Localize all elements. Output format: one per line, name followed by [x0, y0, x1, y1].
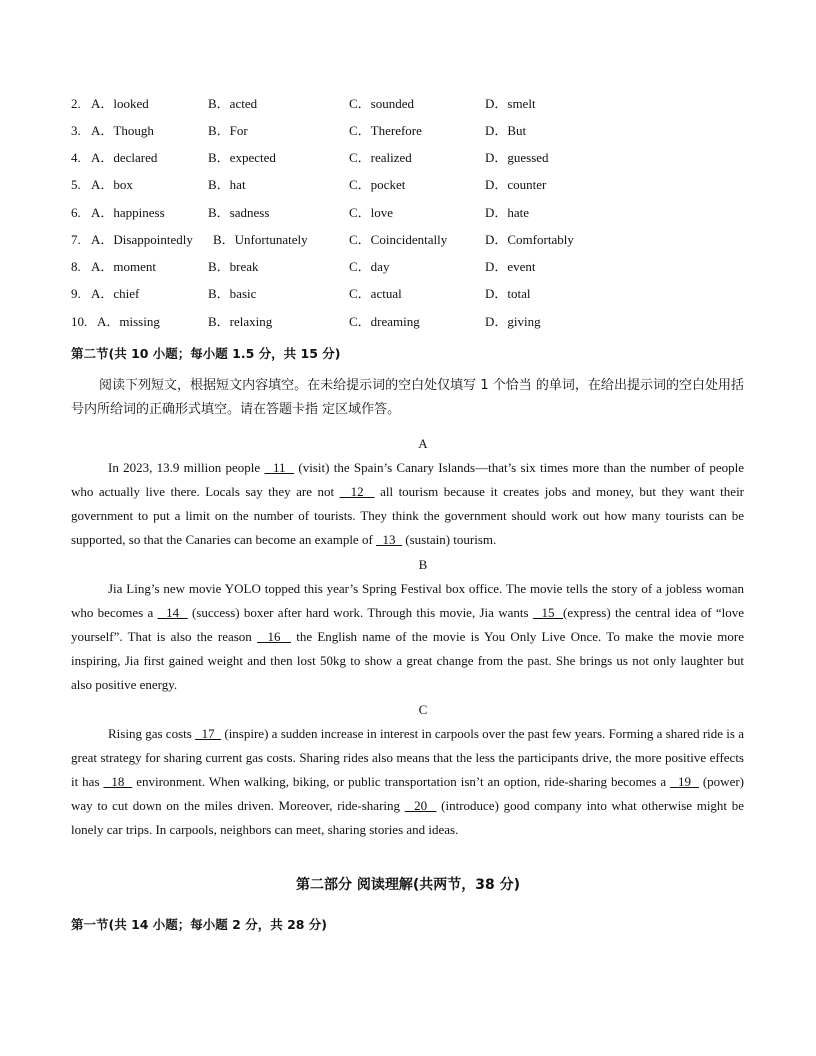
blank-17: 17	[195, 726, 222, 741]
passage-text: (inspire) a sudden increase in interest in carpools over the past few years. Forming a shared ride is a great strategy for sharing current gas costs. Sharing rides also means that the less the participants drive, the more positive effects it has	[71, 726, 744, 789]
option-b: B．hat	[208, 177, 246, 192]
passage-c	[71, 722, 744, 842]
blank-15: 15	[532, 605, 564, 620]
option-a: A．looked	[91, 96, 149, 111]
option-c: C．actual	[349, 286, 402, 301]
option-b: B．acted	[208, 96, 258, 111]
question-number: 6.	[71, 205, 81, 220]
passage-text: (visit) the Spain’s Canary Islands—that’s six times more than the number of people who actually live there. Locals say they are not	[71, 460, 744, 499]
option-a: A．declared	[91, 150, 158, 165]
passage-text: (sustain) tourism.	[402, 532, 497, 547]
option-b: B．Unfortunately	[213, 232, 308, 247]
passage-text: Jia Ling’s new movie YOLO topped this year’s Spring Festival box office. The movie tells the story of a jobless woman who becomes a	[71, 581, 744, 620]
question-number: 5.	[71, 177, 81, 192]
question-number: 7.	[71, 232, 81, 247]
passage-b	[71, 577, 744, 697]
question-number: 9.	[71, 286, 81, 301]
option-b: B．sadness	[208, 205, 270, 220]
option-d: D．Comfortably	[485, 232, 574, 247]
option-d: D．event	[485, 259, 536, 274]
option-c: C．Therefore	[349, 123, 422, 138]
option-row-10	[71, 313, 751, 331]
blank-20: 20	[404, 798, 437, 813]
blank-18: 18	[103, 774, 133, 789]
option-d: D．giving	[485, 314, 541, 329]
question-number: 4.	[71, 150, 81, 165]
option-row-2	[71, 95, 751, 113]
passage-text: (power) way to cut down on the miles driven. Moreover, ride-sharing	[71, 774, 744, 813]
option-d: D．total	[485, 286, 531, 301]
option-c: C．pocket	[349, 177, 406, 192]
option-c: C．realized	[349, 150, 412, 165]
option-row-6	[71, 204, 751, 222]
option-a: A．happiness	[91, 205, 165, 220]
section-2-instruction: 阅读下列短文，根据短文内容填空。在未给提示词的空白处仅填写 1 个恰当 的单词，在给出提示词的空白处用括号内所给词的正确形式填空。请在答题卡指 定区域作答。	[71, 378, 744, 417]
section-2-heading: 第二节(共 10 小题；每小题 1.5 分，共 15 分)	[71, 346, 341, 361]
question-number: 8.	[71, 259, 81, 274]
option-row-5	[71, 176, 751, 194]
option-a: A．Disappointedly	[91, 232, 193, 247]
option-d: D．smelt	[485, 96, 536, 111]
part-2-section-1-heading: 第一节(共 14 小题；每小题 2 分，共 28 分)	[71, 917, 328, 932]
passage-b-label: B	[418, 557, 428, 572]
option-row-3	[71, 122, 751, 140]
passage-text: environment. When walking, biking, or public transportation isn’t an option, ride-sharing becomes a	[132, 774, 671, 789]
passage-text: the English name of the movie is You Only Live Once. To make the movie more inspiring, Jia first gained weight and then lost 50kg to show a great change from the past. She brings us not only laughter but also positive energy.	[71, 629, 744, 692]
option-b: B．basic	[208, 286, 257, 301]
passage-text: all tourism because it creates jobs and money, but they want their government to put a limit on the number of tourists. They think the government should work out how many tourists can be supported, so that the Canaries can become an example of	[71, 484, 745, 547]
passage-a-label: A	[418, 436, 428, 451]
question-number: 10.	[71, 314, 88, 329]
option-d: D．guessed	[485, 150, 549, 165]
passage-text: (introduce) good company into what otherwise might be lonely car trips. In carpools, neighbors can meet, sharing stories and ideas.	[71, 798, 744, 837]
option-d: D．hate	[485, 205, 530, 220]
blank-12: 12	[339, 484, 375, 499]
passage-c-label: C	[418, 702, 428, 717]
option-row-8	[71, 258, 751, 276]
passage-text: (success) boxer after hard work. Through this movie, Jia wants	[187, 605, 533, 620]
option-row-9	[71, 285, 751, 303]
option-d: D．counter	[485, 177, 547, 192]
passage-a	[71, 456, 744, 552]
option-row-4	[71, 149, 751, 167]
part-2-title: 第二部分 阅读理解(共两节，38 分)	[295, 877, 521, 893]
question-number: 2.	[71, 96, 81, 111]
passage-text: (express) the central idea of “love yourself”. That is also the reason	[71, 605, 745, 644]
option-c: C．Coincidentally	[349, 232, 448, 247]
blank-19: 19	[670, 774, 699, 789]
question-number: 3.	[71, 123, 81, 138]
option-a: A．missing	[97, 314, 160, 329]
passage-text: Rising gas costs	[108, 726, 196, 741]
blank-14: 14	[157, 605, 188, 620]
blank-13: 13	[376, 532, 403, 547]
option-b: B．relaxing	[208, 314, 273, 329]
option-c: C．sounded	[349, 96, 415, 111]
option-b: B．expected	[208, 150, 276, 165]
option-a: A．box	[91, 177, 133, 192]
option-a: A．chief	[91, 286, 140, 301]
option-row-7	[71, 231, 751, 249]
option-b: B．break	[208, 259, 259, 274]
option-a: A．Though	[91, 123, 154, 138]
option-c: C．love	[349, 205, 394, 220]
option-b: B．For	[208, 123, 248, 138]
option-c: C．dreaming	[349, 314, 420, 329]
option-c: C．day	[349, 259, 390, 274]
blank-11: 11	[264, 460, 295, 475]
option-a: A．moment	[91, 259, 156, 274]
blank-16: 16	[257, 629, 291, 644]
passage-text: In 2023, 13.9 million people	[108, 460, 265, 475]
option-d: D．But	[485, 123, 527, 138]
